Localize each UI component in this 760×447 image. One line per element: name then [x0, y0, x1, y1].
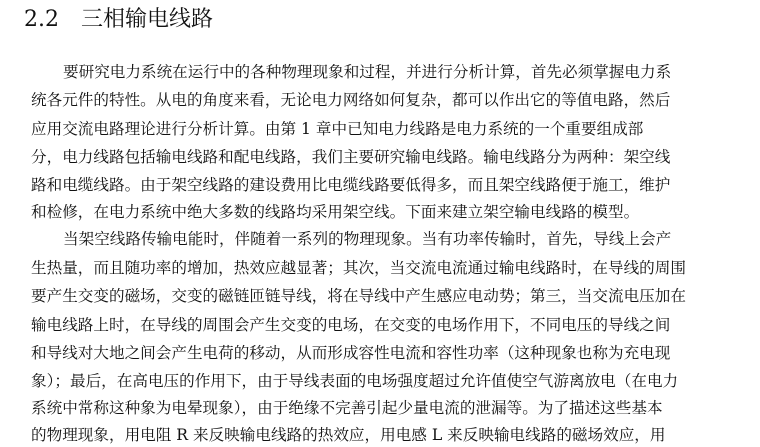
text-line: 生热量，而且随功率的增加，热效应越显著；其次，当交流电流通过输电线路时，在导线的周围 [31, 259, 686, 277]
section-number: 2.2 [24, 7, 59, 32]
text-line: 和检修，在电力系统中绝大多数的线路均采用架空线。下面来建立架空输电线路的模型。 [31, 203, 640, 221]
text-line: 象）；最后，在高电压的作用下，由于导线表面的电场强度超过允许值使空气游离放电（在电力 [31, 372, 679, 390]
text-line: 路和电缆线路。由于架空线路的建设费用比电缆线路要低得多，而且架空线路便于施工，维护 [31, 176, 671, 194]
text-line: 要产生交变的磁场，交变的磁链匝链导线，将在导线中产生感应电动势；第三，当交流电压加在 [31, 287, 686, 305]
section-heading [24, 5, 213, 35]
text-line: 统各元件的特性。从电的角度来看，无论电力网络如何复杂，都可以作出它的等值电路，然后 [31, 91, 671, 109]
text-line: 的物理现象，用电阻 R 来反映输电线路的热效应，用电感 L 来反映输电线路的磁场效应，用 [31, 426, 666, 444]
text-line: 要研究电力系统在运行中的各种物理现象和过程，并进行分析计算，首先必须掌握电力系 [63, 63, 672, 81]
text-line: 输电线路上时，在导线的周围会产生交变的电场，在交变的电场作用下，不同电压的导线之间 [31, 316, 671, 334]
text-line: 系统中常称这种象为电晕现象），由于绝缘不完善引起少量电流的泄漏等。为了描述这些基本 [31, 399, 663, 417]
section-title: 三相输电线路 [81, 7, 214, 32]
text-line: 和导线对大地之间会产生电荷的移动，从而形成容性电流和容性功率（这种现象也称为充电现 [31, 344, 671, 362]
text-line: 分，电力线路包括输电线路和配电线路，我们主要研究输电线路。输电线路分为两种：架空线 [31, 148, 671, 166]
text-line: 当架空线路传输电能时，伴随着一系列的物理现象。当有功率传输时，首先，导线上会产 [63, 230, 672, 248]
text-line: 应用交流电路理论进行分析计算。由第 1 章中已知电力线路是电力系统的一个重要组成部 [31, 120, 644, 138]
